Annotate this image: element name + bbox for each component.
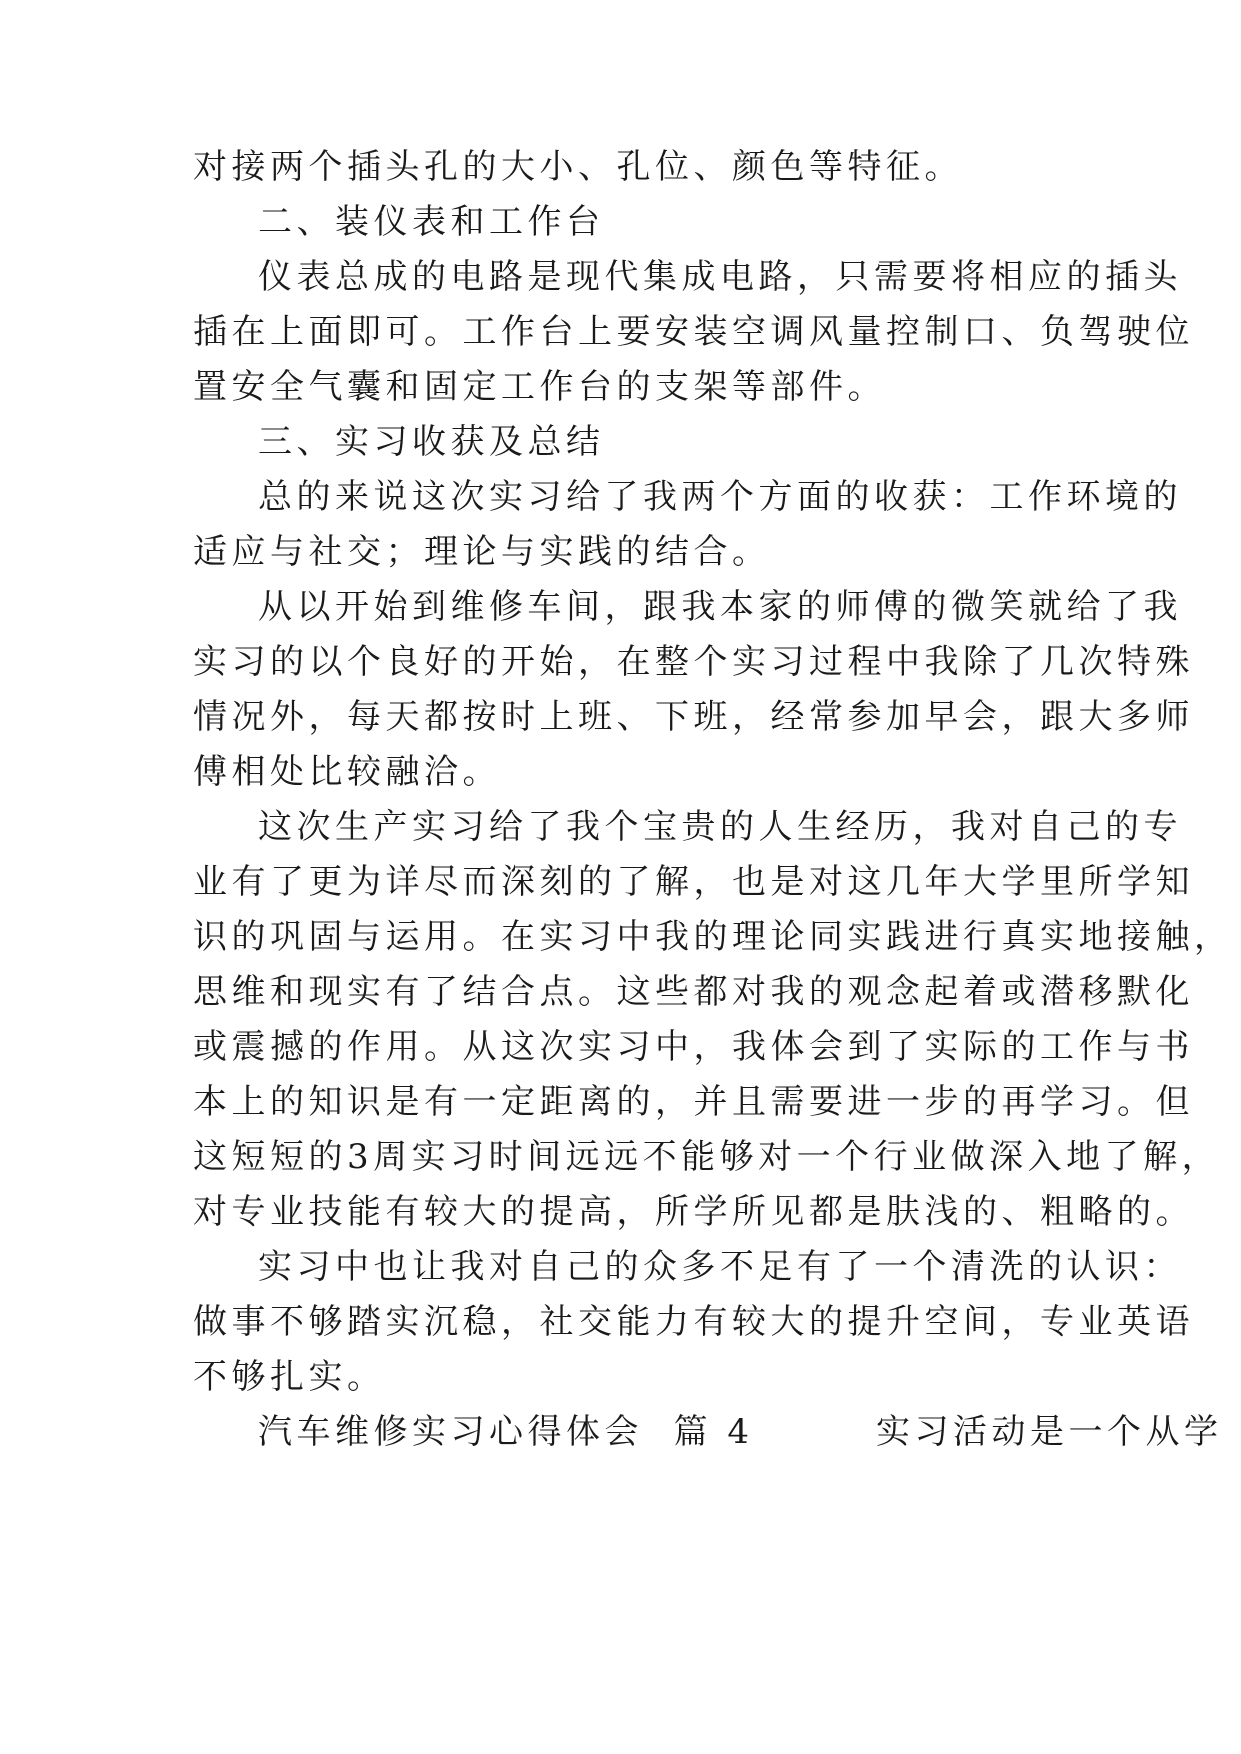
text-line: 对接两个插头孔的大小、孔位、颜色等特征。 (193, 147, 963, 187)
text-line: 总的来说这次实习给了我两个方面的收获：工作环境的 (258, 477, 1182, 517)
text-line: 这短短的3周实习时间远远不能够对一个行业做深入地了解， (193, 1137, 1221, 1177)
text-line: 实习的以个良好的开始，在整个实习过程中我除了几次特殊 (193, 642, 1194, 682)
section-heading: 三、实习收获及总结 (258, 422, 605, 462)
section-title-line: 汽车维修实习心得体会 篇 4 实习活动是一个从学 (258, 1412, 1223, 1452)
text-line: 本上的知识是有一定距离的，并且需要进一步的再学习。但 (193, 1082, 1194, 1122)
text-line: 从以开始到维修车间，跟我本家的师傅的微笑就给了我 (258, 587, 1182, 627)
text-line: 思维和现实有了结合点。这些都对我的观念起着或潜移默化 (193, 972, 1194, 1012)
text-line: 实习中也让我对自己的众多不足有了一个清洗的认识： (258, 1247, 1182, 1287)
text-line: 置安全气囊和固定工作台的支架等部件。 (193, 367, 886, 407)
text-line: 情况外，每天都按时上班、下班，经常参加早会，跟大多师 (193, 697, 1194, 737)
text-line: 业有了更为详尽而深刻的了解，也是对这几年大学里所学知 (193, 862, 1194, 902)
text-line: 傅相处比较融洽。 (193, 752, 501, 792)
text-line: 插在上面即可。工作台上要安装空调风量控制口、负驾驶位 (193, 312, 1194, 352)
section-heading: 二、装仪表和工作台 (258, 202, 605, 242)
text-line: 适应与社交；理论与实践的结合。 (193, 532, 771, 572)
text-line: 这次生产实习给了我个宝贵的人生经历，我对自己的专 (258, 807, 1182, 847)
text-line: 识的巩固与运用。在实习中我的理论同实践进行真实地接触， (193, 917, 1233, 957)
text-line: 做事不够踏实沉稳，社交能力有较大的提升空间，专业英语 (193, 1302, 1194, 1342)
text-line: 仪表总成的电路是现代集成电路，只需要将相应的插头 (258, 257, 1182, 297)
text-line: 不够扎实。 (193, 1357, 386, 1397)
text-line: 对专业技能有较大的提高，所学所见都是肤浅的、粗略的。 (193, 1192, 1194, 1232)
text-line: 或震撼的作用。从这次实习中，我体会到了实际的工作与书 (193, 1027, 1194, 1067)
